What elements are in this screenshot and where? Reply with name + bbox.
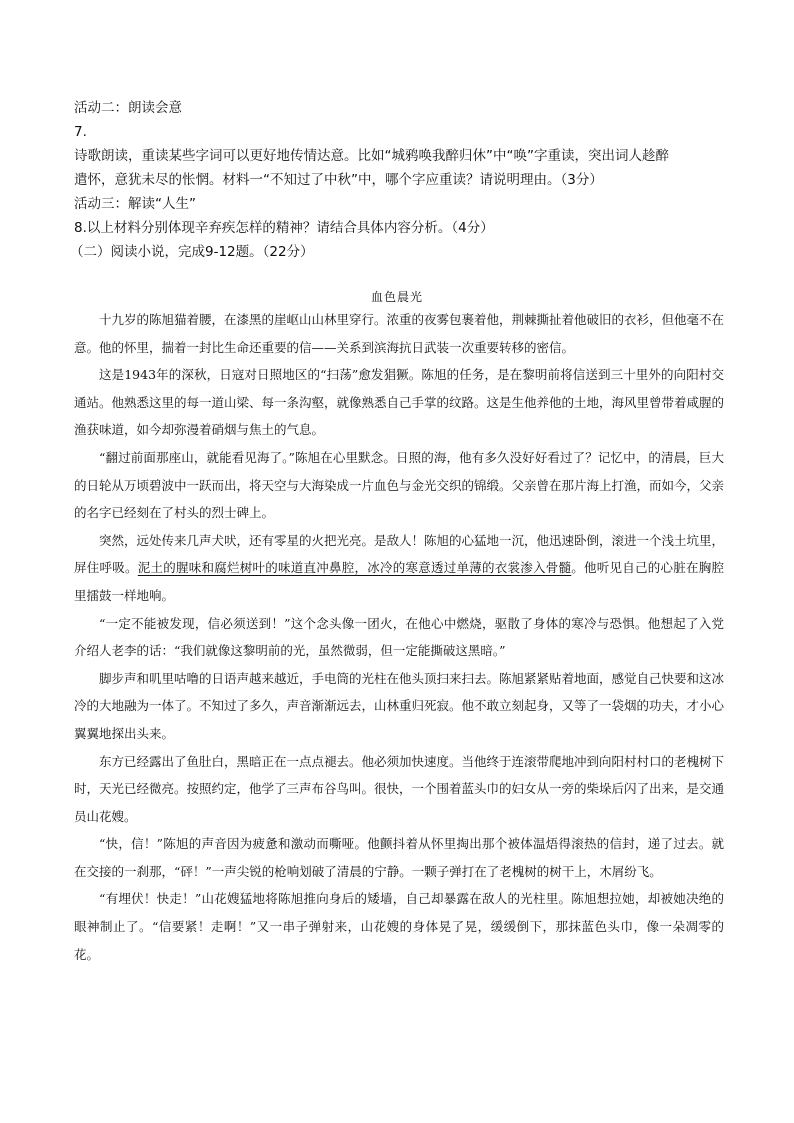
activity-three-heading: 活动三：解读“人生” <box>74 196 196 212</box>
story-paragraph-1: 十九岁的陈旭猫着腰，在漆黑的崖岖山山林里穿行。浓重的夜雾包裹着他，荆棘撕扯着他破旧的衣衫，但他毫不在意。他的怀里，揣着一封比生命还重要的信——关系到滨海抗日武装一次重要转移的密信。 <box>74 312 725 355</box>
story-paragraph-6: 脚步声和叽里咕噜的日语声越来越近，手电筒的光柱在他头顶扫来扫去。陈旭紧紧贴着地面，感觉自己快要和这冰冷的大地融为一体了。不知过了多久，声音渐渐远去，山林重归死寂。他不敢立刻起身，又等了一袋烟的功夫，才小心翼翼地探出头来。 <box>74 670 725 741</box>
story-paragraph-2: 这是1943年的深秋，日寇对日照地区的“扫荡”愈发猖獗。陈旭的任务，是在黎明前将信送到三十里外的向阳村交通站。他熟悉这里的每一道山梁、每一条沟壑，就像熟悉自己手掌的纹路。这是生他养他的土地，海风里曾带着咸腥的渔获味道，如今却弥漫着硝烟与焦土的气息。 <box>74 367 725 438</box>
story-body <box>74 306 724 968</box>
underlined-sentence: 泥土的腥味和腐烂树叶的味道直冲鼻腔，冰冷的寒意透过单薄的衣裳渗入骨髓 <box>137 560 572 576</box>
question-8-text: 8.以上材料分别体现辛弃疾怎样的精神？请结合具体内容分析。（4分） <box>74 220 494 236</box>
story-paragraph-8: “快，信！”陈旭的声音因为疲惫和激动而嘶哑。他颤抖着从怀里掏出那个被体温焐得滚热的信封，递了过去。就在交接的一刹那，“砰！”一声尖锐的枪响划破了清晨的宁静。一颗子弹打在了老槐树的树干上，木屑纷飞。 <box>74 836 724 879</box>
question-7-text-line1: 诗歌朗读，重读某些字词可以更好地传情达意。比如“城鸦唤我醉归休”中“唤”字重读，突出词人趁醉 <box>74 148 669 164</box>
question-7-number: 7. <box>74 124 87 140</box>
story-paragraph-4-start: 突然，远处传来几声犬吠，还有零星的火把光亮。是敌人！陈旭的心猛地一沉，他迅速卧倒，滚进一个浅土坑里，屏住呼吸。 <box>74 532 725 576</box>
story-paragraph-4 <box>74 527 724 610</box>
part-two-heading: （二）阅读小说，完成9-12题。（22分） <box>70 244 314 260</box>
story-paragraph-3: “翻过前面那座山，就能看见海了。”陈旭在心里默念。日照的海，他有多久没好好看过了？记忆中，的清晨，巨大的日轮从万顷碧波中一跃而出，将天空与大海染成一片血色与金光交织的锦缎。父亲曾在那片海上打渔，而如今，父亲的名字已经刻在了村头的烈士碑上。 <box>74 449 725 521</box>
story-title: 血色晨光 <box>370 290 423 304</box>
activity-two-heading: 活动二：朗读会意 <box>74 100 182 116</box>
story-paragraph-7: 东方已经露出了鱼肚白，黑暗正在一点点褪去。他必须加快速度。当他终于连滚带爬地冲到向阳村村口的老槐树下时，天光已经微亮。按照约定，他学了三声布谷鸟叫。很快，一个围着蓝头巾的妇女从一旁的柴垛后闪了出来，是交通员山花嫂。 <box>74 753 725 824</box>
story-paragraph-4-end: 。他听见自己的心脏在胸腔里擂鼓一样地响。 <box>74 560 724 603</box>
question-7-text-line2: 遣怀，意犹未尽的怅惘。材料一“不知过了中秋”中，哪个字应重读？请说明理由。（3分） <box>74 172 603 188</box>
question-section <box>70 96 724 264</box>
story-paragraph-5: “一定不能被发现，信必须送到！”这个念头像一团火，在他心中燃烧，驱散了身体的寒冷与恐惧。他想起了入党介绍人老李的话：“我们就像这黎明前的光，虽然微弱，但一定能撕破这黑暗。” <box>74 615 724 659</box>
story-paragraph-9: “有埋伏！快走！”山花嫂猛地将陈旭推向身后的矮墙，自己却暴露在敌人的光柱里。陈旭想拉她，却被她决绝的眼神制止了。“信要紧！走啊！”又一串子弹射来，山花嫂的身体晃了晃，缓缓倒下，那抹蓝色头巾，像一朵凋零的花。 <box>74 891 724 962</box>
